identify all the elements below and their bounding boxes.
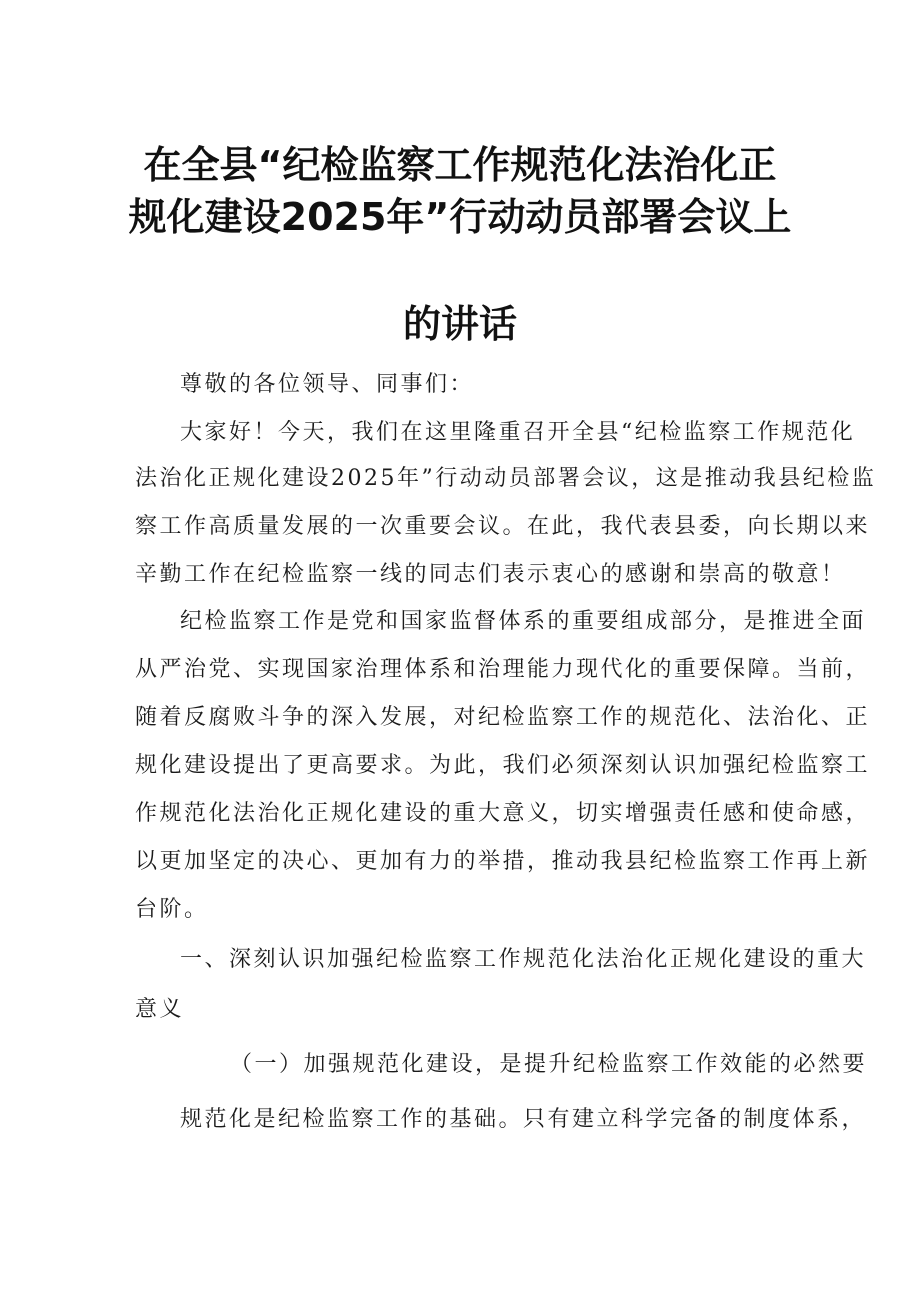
document-title-line-2: 规化建设2025年”行动动员部署会议上 bbox=[128, 195, 792, 239]
section-heading-1-line-2: 意义 bbox=[135, 997, 185, 1022]
paragraph-2-line-1: 纪检监察工作是党和国家监督体系的重要组成部分，是推进全面 bbox=[180, 609, 867, 634]
paragraph-2-line-5: 作规范化法治化正规化建设的重大意义，切实增强责任感和使命感， bbox=[135, 801, 871, 826]
paragraph-2-line-2: 从严治党、实现国家治理体系和治理能力现代化的重要保障。当前， bbox=[135, 657, 871, 682]
document-title-line-1: 在全县“纪检监察工作规范化法治化正 bbox=[143, 143, 777, 187]
paragraph-3-line-1: 规范化是纪检监察工作的基础。只有建立科学完备的制度体系， bbox=[180, 1107, 867, 1132]
paragraph-1-line-1: 大家好！今天，我们在这里隆重召开全县“纪检监察工作规范化 bbox=[180, 420, 856, 445]
paragraph-1-line-2: 法治化正规化建设2025年”行动动员部署会议，这是推动我县纪检监 bbox=[135, 466, 877, 491]
document-title-line-3: 的讲话 bbox=[402, 302, 517, 346]
paragraph-1-line-4: 辛勤工作在纪检监察一线的同志们表示衷心的感谢和崇高的敬意！ bbox=[135, 562, 846, 587]
paragraph-2-line-3: 随着反腐败斗争的深入发展，对纪检监察工作的规范化、法治化、正 bbox=[135, 705, 871, 730]
paragraph-2-line-4: 规化建设提出了更高要求。为此，我们必须深刻认识加强纪检监察工 bbox=[135, 753, 871, 778]
paragraph-1-line-3: 察工作高质量发展的一次重要会议。在此，我代表县委，向长期以来 bbox=[135, 514, 871, 539]
subsection-heading-1: （一）加强规范化建设，是提升纪检监察工作效能的必然要 bbox=[230, 1052, 868, 1077]
paragraph-2-line-7: 台阶。 bbox=[135, 897, 209, 922]
paragraph-2-line-6: 以更加坚定的决心、更加有力的举措，推动我县纪检监察工作再上新 bbox=[135, 849, 871, 874]
section-heading-1-line-1: 一、深刻认识加强纪检监察工作规范化法治化正规化建设的重大 bbox=[180, 947, 867, 972]
salutation: 尊敬的各位领导、同事们： bbox=[180, 372, 475, 397]
